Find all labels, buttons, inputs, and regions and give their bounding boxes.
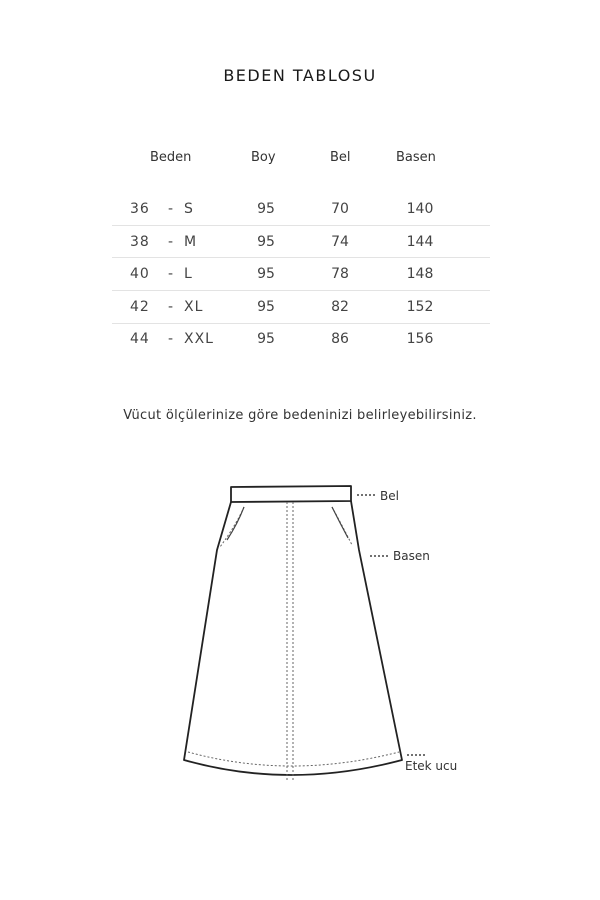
instruction-text: Vücut ölçülerinize göre bedeninizi belirleyebilirsiniz. xyxy=(123,408,477,423)
cell-boy: 95 xyxy=(257,201,275,217)
waistband xyxy=(231,486,351,502)
label-hem: Etek ucu xyxy=(405,759,458,773)
cell-basen: 148 xyxy=(406,266,434,282)
cell-basen: 152 xyxy=(406,299,434,315)
cell-bel: 82 xyxy=(331,299,349,315)
table-row-size: 44 - XXL xyxy=(130,331,214,347)
table-row-size: 42 - XL xyxy=(130,299,204,315)
label-hip: Basen xyxy=(393,549,430,563)
size-letter: XXL xyxy=(184,331,214,347)
header-basen: Basen xyxy=(396,150,436,165)
header-bel: Bel xyxy=(330,150,351,165)
row-divider xyxy=(112,290,490,291)
size-letter: S xyxy=(184,201,194,217)
cell-basen: 144 xyxy=(406,234,434,250)
header-boy: Boy xyxy=(251,150,276,165)
page-title: BEDEN TABLOSU xyxy=(223,66,377,85)
row-divider xyxy=(112,225,490,226)
cell-boy: 95 xyxy=(257,299,275,315)
cell-boy: 95 xyxy=(257,331,275,347)
cell-bel: 70 xyxy=(331,201,349,217)
table-row-size: 40 - L xyxy=(130,266,193,282)
table-row-size: 36 - S xyxy=(130,201,194,217)
cell-bel: 86 xyxy=(331,331,349,347)
size-number: 38 xyxy=(130,234,150,250)
cell-boy: 95 xyxy=(257,266,275,282)
cell-bel: 78 xyxy=(331,266,349,282)
header-beden: Beden xyxy=(150,150,192,165)
size-number: 40 xyxy=(130,266,150,282)
cell-boy: 95 xyxy=(257,234,275,250)
skirt-diagram xyxy=(0,470,600,800)
row-divider xyxy=(112,323,490,324)
size-number: 36 xyxy=(130,201,150,217)
table-row-size: 38 - M xyxy=(130,234,198,250)
size-number: 44 xyxy=(130,331,150,347)
label-waist: Bel xyxy=(380,489,399,503)
size-number: 42 xyxy=(130,299,150,315)
size-letter: XL xyxy=(184,299,204,315)
size-letter: M xyxy=(184,234,198,250)
cell-basen: 156 xyxy=(406,331,434,347)
cell-basen: 140 xyxy=(406,201,434,217)
row-divider xyxy=(112,257,490,258)
size-letter: L xyxy=(184,266,193,282)
cell-bel: 74 xyxy=(331,234,349,250)
